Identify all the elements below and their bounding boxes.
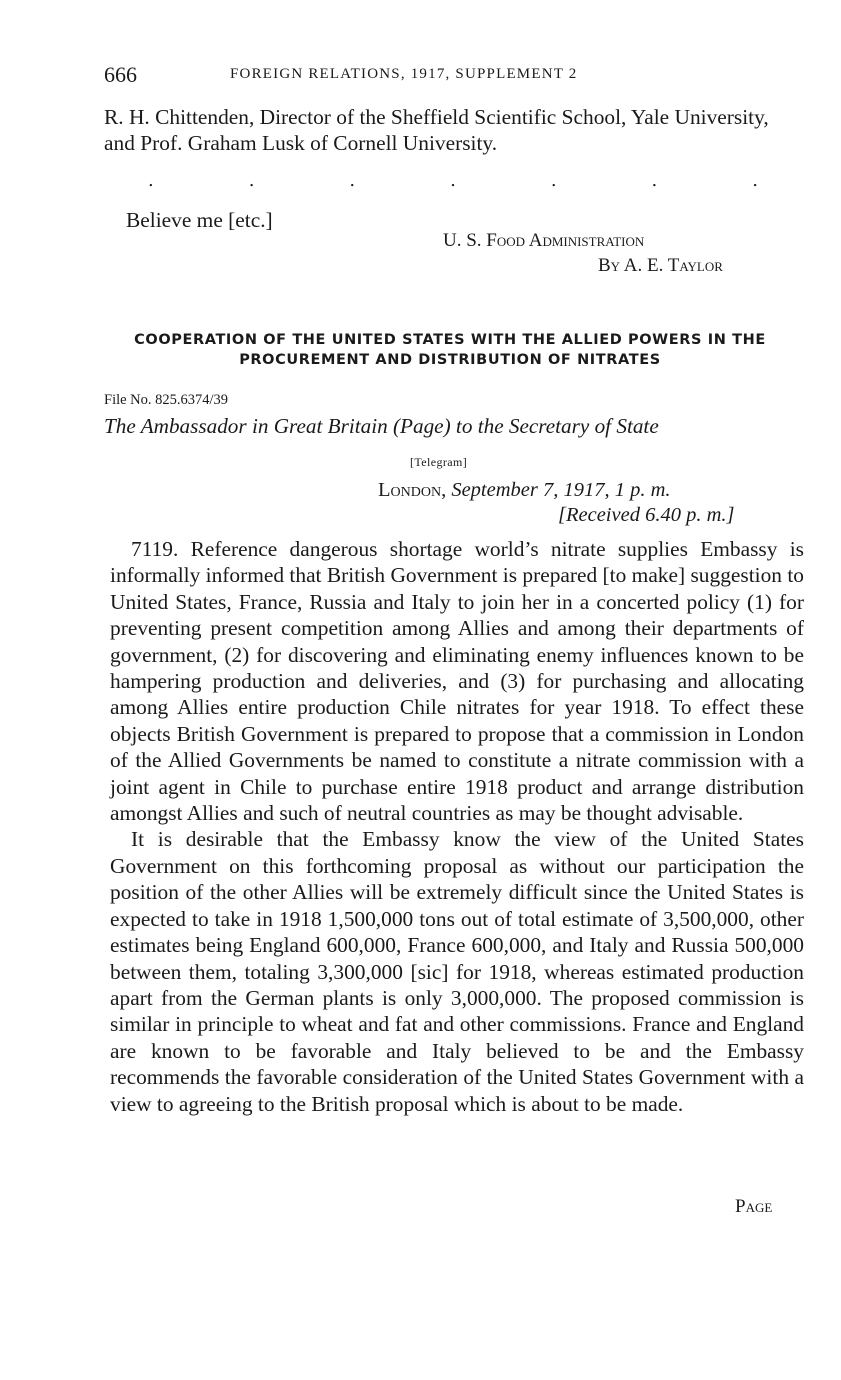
document-type: [Telegram] (410, 455, 468, 469)
omission-mark: . (450, 170, 456, 191)
page-number: 666 (104, 62, 137, 87)
omission-mark: . (349, 170, 356, 191)
closing-line: Believe me [etc.] (126, 208, 273, 232)
signature-organization: U. S. Food Administration (443, 230, 645, 251)
omission-mark: . (651, 170, 658, 191)
omission-marks (148, 170, 758, 191)
body-paragraph: 7119. Reference dangerous shortage world’s nitrate supplies Embassy is informally informed that British Government is prepared [to make] suggestion to United States, France, Russia and Italy to join her in a concerted policy (1) for preventing present competition among Allies and among their departments of government, (2) for discovering and eliminating enemy influences known to be hampering production and deliveries, and (3) for purchasing and allocating among Allies entire production Chile nitrates for year 1918. To effect these objects British Government is prepared to propose that a commission in London of the Allied Governments be named to constitute a nitrate commission with a joint agent in Chile to purchase entire 1918 product and arrange distribution amongst Allies and such of neutral countries as may be thought advisable. (110, 537, 804, 826)
omission-mark: . (550, 170, 557, 191)
omission-mark: . (248, 170, 255, 191)
received-note: [Received 6.40 p. m.] (558, 504, 735, 526)
dateline-date: September 7, 1917, 1 p. m. (451, 479, 671, 501)
page-header (104, 62, 704, 88)
document-title: The Ambassador in Great Britain (Page) to the Secretary of State (104, 414, 659, 438)
omission-mark: . (148, 170, 154, 191)
telegram-signature: Page (735, 1196, 773, 1217)
signature-signer: By A. E. Taylor (598, 255, 723, 276)
body-paragraph: It is desirable that the Embassy know the view of the United States Government on this forthcoming proposal as without our participation the position of the other Allies will be extremely difficult since the United States is expected to take in 1918 1,500,000 tons out of total estimate of 3,500,000, other estimates being England 600,000, France 600,000, and Italy and Russia 500,000 between them, totaling 3,300,000 [sic] for 1918, whereas estimated production apart from the German plants is only 3,000,000. The proposed commission is similar in principle to wheat and fat and other commissions. France and England are known to be favorable and Italy believed to be and the Embassy recommends the favorable consideration of the United States Government with a view to agreeing to the British proposal which is about to be made. (110, 827, 804, 1116)
telegram-body (110, 536, 804, 1117)
previous-document-continuation: R. H. Chittenden, Director of the Sheffield Scientific School, Yale University, and Prof. Graham Lusk of Cornell University. (104, 105, 769, 156)
running-head: FOREIGN RELATIONS, 1917, SUPPLEMENT 2 (230, 66, 578, 82)
section-title: COOPERATION OF THE UNITED STATES WITH THE ALLIED POWERS IN THE PROCUREMENT AND DISTRIBUTION OF NITRATES (134, 332, 766, 368)
file-number: File No. 825.6374/39 (104, 392, 229, 408)
dateline-place: London, (378, 479, 447, 501)
omission-mark: . (752, 170, 758, 191)
dateline (378, 479, 671, 502)
